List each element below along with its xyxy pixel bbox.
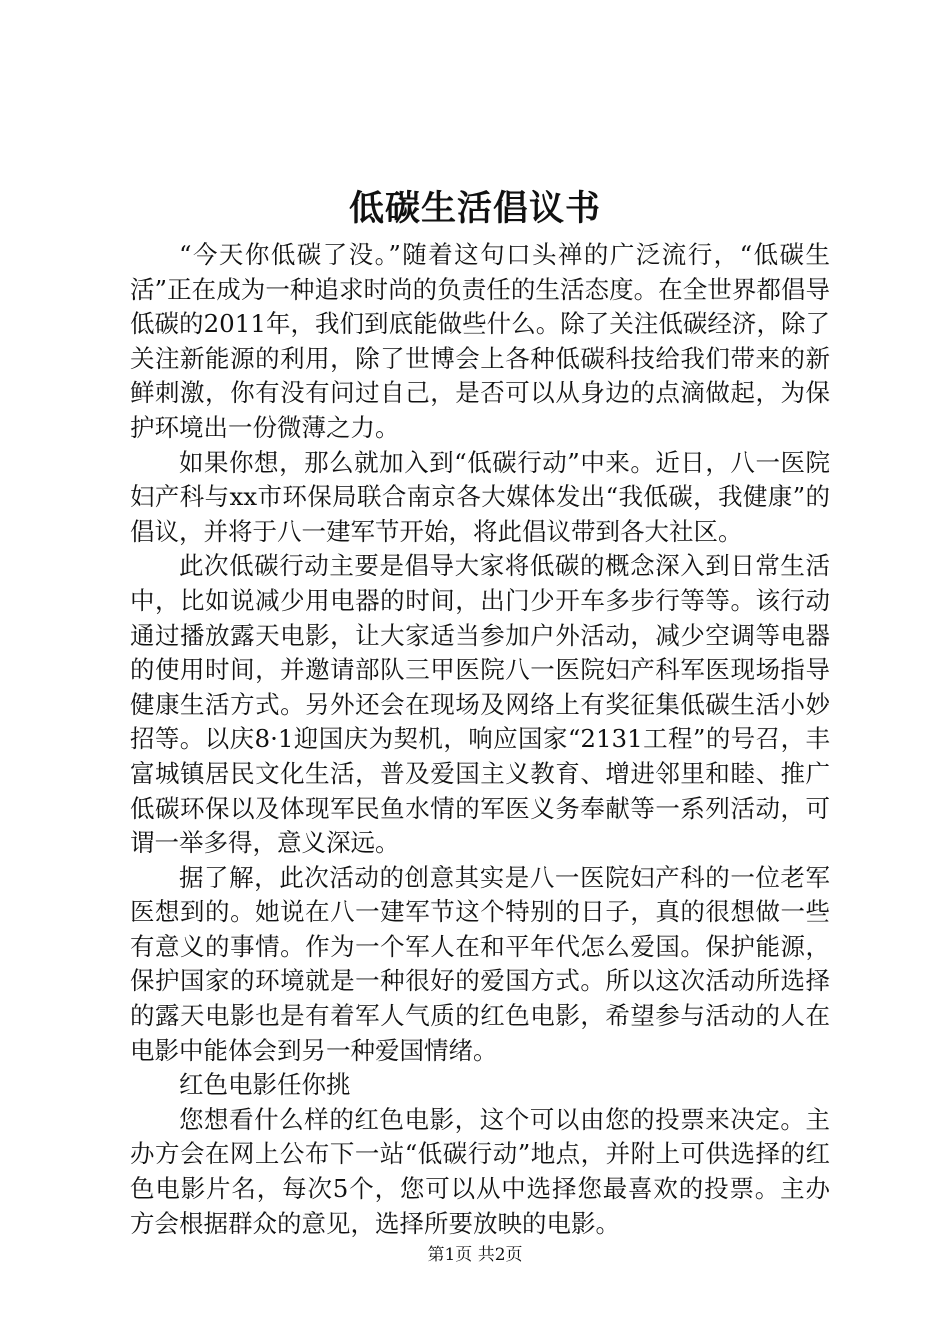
paragraph-1: “今天你低碳了没。”随着这句口头禅的广泛流行，“低碳生活”正在成为一种追求时尚的负责任的生活态度。在全世界都倡导低碳的2011年，我们到底能做些什么。除了关注低碳经济，除了关注新能源的利用，除了世博会上各种低碳科技给我们带来的新鲜刺激，你有没有问过自己，是否可以从身边的点滴做起，为保护环境出一份微薄之力。 [130, 240, 830, 442]
page-footer: 第1页 共2页 [427, 1245, 523, 1265]
paragraph-4: 据了解，此次活动的创意其实是八一医院妇产科的一位老军医想到的。她说在八一建军节这个特别的日子，真的很想做一些有意义的事情。作为一个军人在和平年代怎么爱国。保护能源，保护国家的环境就是一种很好的爱国方式。所以这次活动所选择的露天电影也是有着军人气质的红色电影，希望参与活动的人在电影中能体会到另一种爱国情绪。 [130, 862, 830, 1065]
paragraph-3: 此次低碳行动主要是倡导大家将低碳的概念深入到日常生活中，比如说减少用电器的时间，出门少开车多步行等等。该行动通过播放露天电影，让大家适当参加户外活动，减少空调等电器的使用时间，并邀请部队三甲医院八一医院妇产科军医现场指导健康生活方式。另外还会在现场及网络上有奖征集低碳生活小妙招等。以庆8·1迎国庆为契机，响应国家“2131工程”的号召，丰富城镇居民文化生活，普及爱国主义教育、增进邻里和睦、推广低碳环保以及体现军民鱼水情的军医义务奉献等一系列活动，可谓一举多得，意义深远。 [130, 551, 830, 858]
document-title: 低碳生活倡议书 [348, 188, 601, 229]
paragraph-5: 您想看什么样的红色电影，这个可以由您的投票来决定。主办方会在网上公布下一站“低碳行动”地点，并附上可供选择的红色电影片名，每次5个，您可以从中选择您最喜欢的投票。主办方会根据群众的意见，选择所要放映的电影。 [130, 1104, 830, 1238]
section-heading: 红色电影任你挑 [179, 1070, 351, 1100]
paragraph-2: 如果你想，那么就加入到“低碳行动”中来。近日，八一医院妇产科与xx市环保局联合南京各大媒体发出“我低碳，我健康”的倡议，并将于八一建军节开始，将此倡议带到各大社区。 [130, 447, 830, 546]
document-body [130, 238, 830, 1241]
